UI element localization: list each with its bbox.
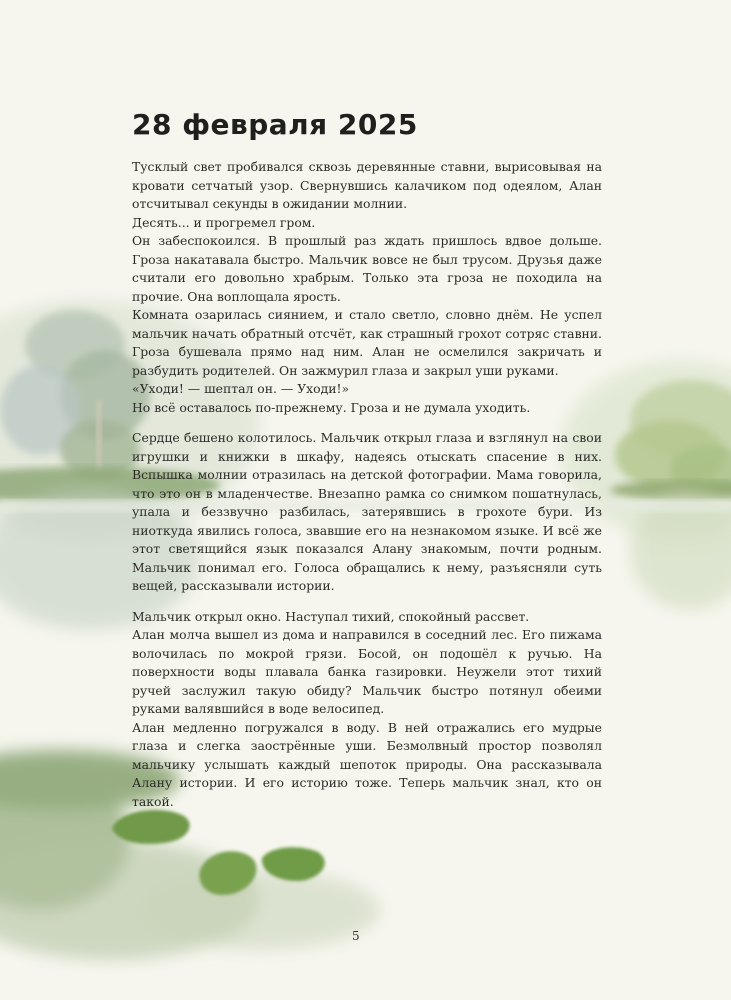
text-line: Он забеспокоился. В прошлый раз ждать пришлось вдвое дольше. Гроза накатавала быстро. Мальчик вовсе не был трусом. Друзья даже считали его довольно храбрым. Только эта гроза не походила на прочие. Она воплощала ярость. xyxy=(132,233,602,304)
text-line: «Уходи! — шептал он. — Уходи!» xyxy=(132,381,350,396)
story-text xyxy=(132,158,602,823)
text-line: Мальчик открыл окно. Наступал тихий, спокойный рассвет. xyxy=(132,608,530,624)
text-line: Десять... и прогремел гром. xyxy=(132,214,316,230)
text-line: Тусклый свет пробивался сквозь деревянные ставни, вырисовывая на кровати сетчатый узор. Свернувшись калачиком под одеялом, Алан отсчитывал секунды в ожидании молнии. xyxy=(132,159,602,211)
page-number: 5 xyxy=(352,929,360,943)
page-title: 28 февраля 2025 xyxy=(132,108,418,141)
text-line: Алан медленно погружался в воду. В ней отражались его мудрые глаза и слегка заострённые уши. Безмолвный простор позволял мальчику услышать каждый шепоток природы. Она рассказывала Алану истории. И его историю тоже. Теперь мальчик знал, кто он такой. xyxy=(132,719,602,809)
text-line: Комната озарилась сиянием, и стало светло, словно днём. Не успел мальчик начать обратный отсчёт, как страшный грохот сотряс ставни. Гроза бушевала прямо над ним. Алан не осмелился закричать и разбудить родителей. Он зажмурил глаза и закрыл уши руками. xyxy=(132,307,602,378)
text-line: Но всё оставалось по-прежнему. Гроза и не думала уходить. xyxy=(132,399,531,415)
text-line: Сердце бешено колотилось. Мальчик открыл глаза и взглянул на свои игрушки и книжки в шкафу, надеясь отыскать спасение в них. Вспышка молнии отразилась на детской фотографии. Мама говорила, что это он в младенчестве. Внезапно рамка со снимком пошатнулась, упала и беззвучно разбилась, затерявшись в грохоте бури. Из ниоткуда явились голоса, звавшие его на незнакомом языке. И всё же этот светящийся язык показался Алану знакомым, почти родным. Мальчик понимал его. Голоса обращались к нему, разъясняли суть вещей, рассказывали истории. xyxy=(132,430,602,593)
text-line: Алан молча вышел из дома и направился в соседний лес. Его пижама волочилась по мокрой грязи. Босой, он подошёл к ручью. На поверхности воды плавала банка газировки. Неужели этот тихий ручей заслужил такую обиду? Мальчик быстро потянул обеими руками валявшийся в воде велосипед. xyxy=(132,627,602,716)
paragraph-2 xyxy=(132,429,602,596)
paragraph-1 xyxy=(132,158,602,417)
paragraph-3 xyxy=(132,608,602,812)
